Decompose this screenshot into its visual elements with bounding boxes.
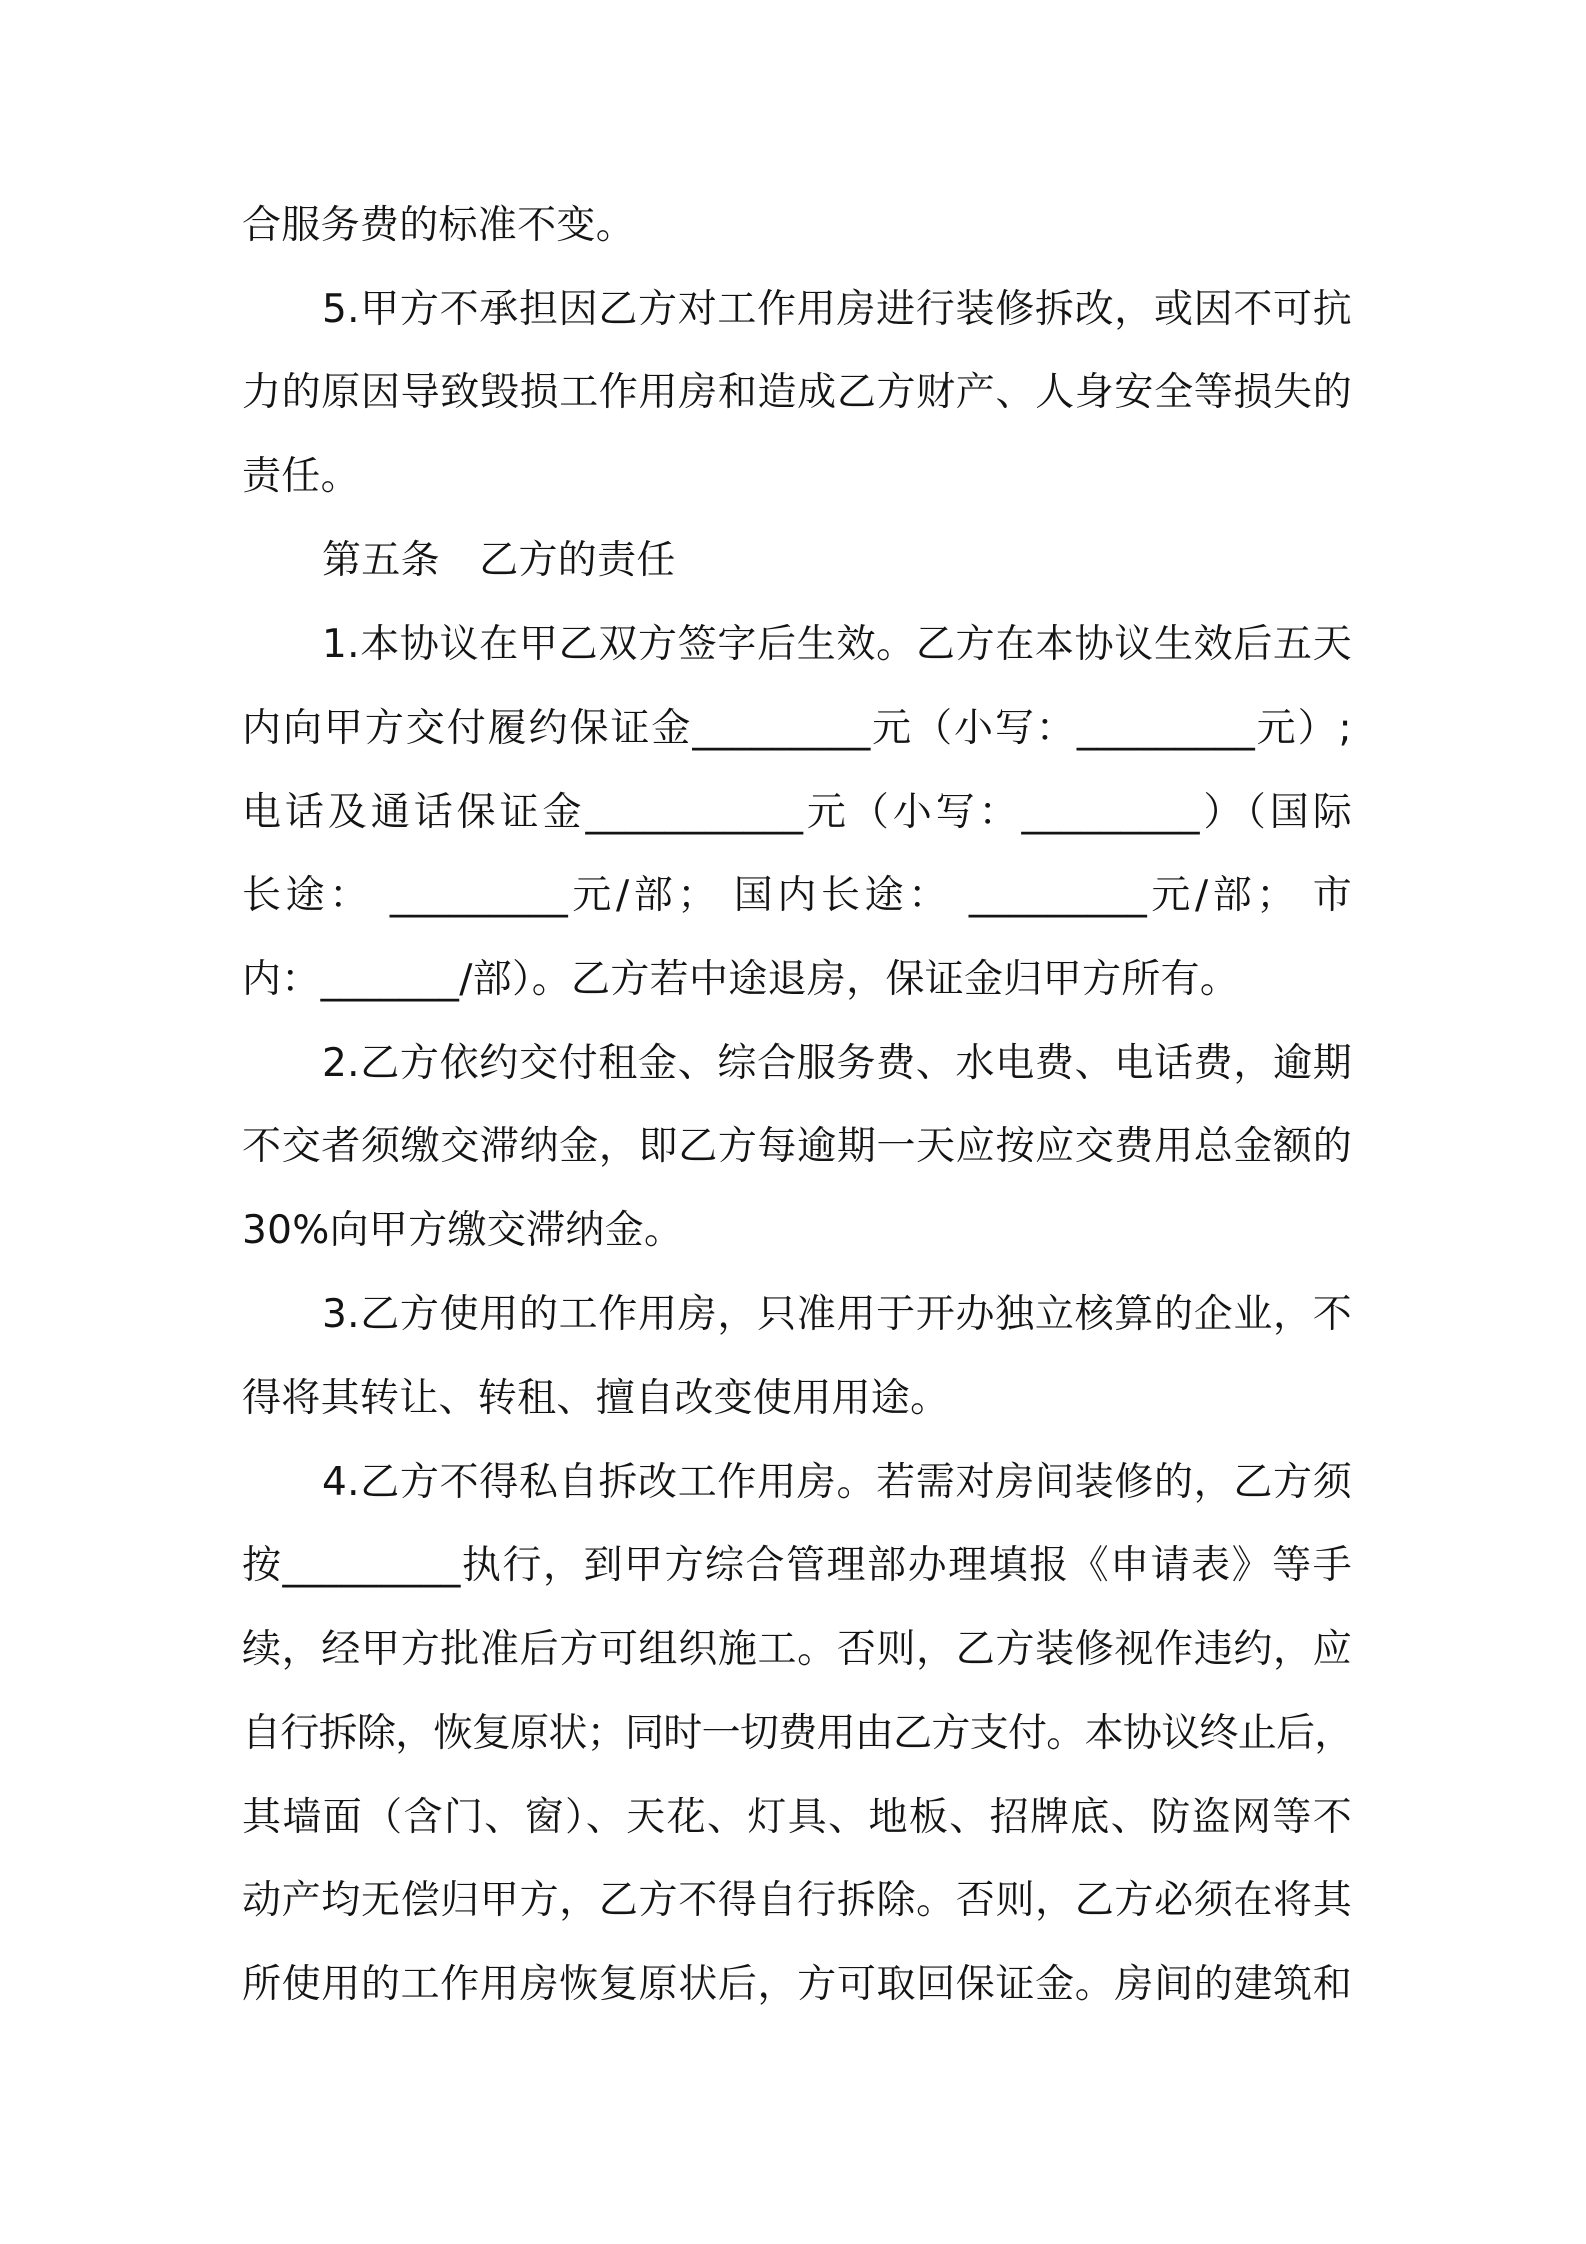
- text-line: 所使用的工作用房恢复原状后，方可取回保证金。房间的建筑和: [242, 1962, 1352, 2007]
- text-line: 其墙面（含门、窗）、天花、灯具、地板、招牌底、防盗网等不: [242, 1795, 1352, 1840]
- text-line: 力的原因导致毁损工作用房和造成乙方财产、人身安全等损失的: [242, 370, 1352, 415]
- text-line: 不交者须缴交滞纳金，即乙方每逾期一天应按应交费用总金额的: [242, 1124, 1352, 1169]
- text-line: 电话及通话保证金___________元（小写：_________）（国际: [242, 790, 1352, 835]
- clause-4-line: 4.乙方不得私自拆改工作用房。若需对房间装修的，乙方须: [322, 1460, 1352, 1505]
- clause-2-line: 2.乙方依约交付租金、综合服务费、水电费、电话费，逾期: [322, 1041, 1352, 1086]
- text-line: 合服务费的标准不变。: [242, 203, 636, 248]
- article-heading: 第五条 乙方的责任: [322, 538, 676, 583]
- text-line: 自行拆除，恢复原状；同时一切费用由乙方支付。本协议终止后，: [242, 1711, 1353, 1756]
- text-line: 责任。: [242, 454, 360, 499]
- text-line: 得将其转让、转租、擅自改变使用用途。: [242, 1376, 950, 1421]
- text-line: 内：_______/部）。乙方若中途退房，保证金归甲方所有。: [242, 957, 1240, 1002]
- text-line: 30%向甲方缴交滞纳金。: [242, 1208, 684, 1253]
- text-line: 续，经甲方批准后方可组织施工。否则，乙方装修视作违约，应: [242, 1627, 1352, 1672]
- clause-3-line: 3.乙方使用的工作用房，只准用于开办独立核算的企业，不: [322, 1292, 1352, 1337]
- text-line: 内向甲方交付履约保证金_________元（小写：_________元）;: [242, 706, 1352, 751]
- text-line: 动产均无偿归甲方，乙方不得自行拆除。否则，乙方必须在将其: [242, 1878, 1352, 1923]
- clause-5-line: 5.甲方不承担因乙方对工作用房进行装修拆改，或因不可抗: [322, 287, 1352, 332]
- text-line: 长途： _________元/部； 国内长途： _________元/部； 市: [242, 873, 1352, 918]
- clause-1-line: 1.本协议在甲乙双方签字后生效。乙方在本协议生效后五天: [322, 622, 1352, 667]
- text-line: 按_________执行，到甲方综合管理部办理填报《申请表》等手: [242, 1543, 1352, 1588]
